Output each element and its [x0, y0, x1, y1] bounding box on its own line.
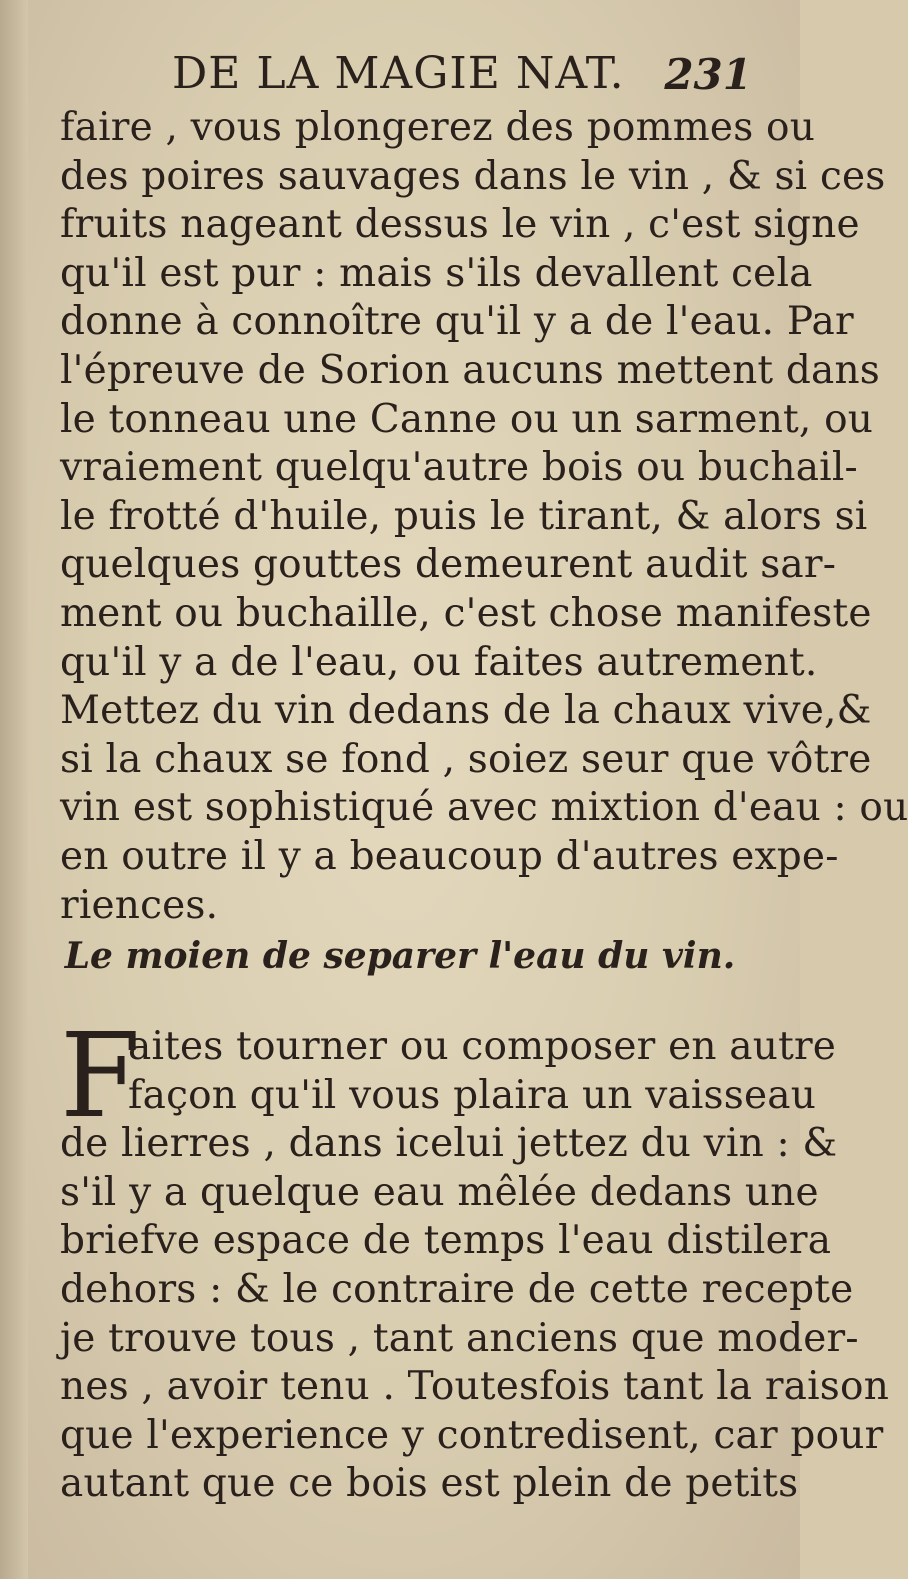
- paragraph-wine-tests: [60, 104, 908, 930]
- text-line: que l'experience y contredisent, car pour: [60, 1412, 884, 1458]
- text-line: le frotté d'huile, puis le tirant, & alors si: [60, 493, 868, 539]
- running-title: DE LA MAGIE NAT.: [172, 48, 625, 99]
- section-heading: Le moien de separer l'eau du vin.: [64, 935, 736, 977]
- text-line: vin est sophistiqué avec mixtion d'eau : ou: [60, 785, 908, 831]
- text-line: façon qu'il vous plaira un vaisseau: [128, 1072, 817, 1118]
- text-line: ment ou buchaille, c'est chose manifeste: [60, 590, 872, 636]
- text-line: briefve espace de temps l'eau distilera: [60, 1218, 832, 1264]
- text-line: faire , vous plongerez des pommes ou: [60, 105, 816, 150]
- text-line: de lierres , dans icelui jettez du vin : &: [60, 1121, 838, 1167]
- text-line: des poires sauvages dans le vin , & si ces: [60, 153, 886, 199]
- text-line: qu'il est pur : mais s'ils devallent cela: [60, 250, 813, 296]
- text-line: fruits nageant dessus le vin , c'est signe: [60, 202, 860, 248]
- page-gutter-shadow: [0, 0, 28, 1579]
- text-line: nes , avoir tenu . Toutesfois tant la raison: [60, 1364, 890, 1410]
- text-line: je trouve tous , tant anciens que moder-: [60, 1315, 859, 1361]
- text-line: riences.: [60, 882, 219, 928]
- text-line: dehors : & le contraire de cette recepte: [60, 1266, 854, 1312]
- text-line: donne à connoître qu'il y a de l'eau. Par: [60, 299, 854, 345]
- text-line: vraiement quelqu'autre bois ou buchail-: [60, 445, 858, 491]
- page-number: 231: [664, 50, 752, 99]
- drop-cap: F: [60, 1009, 141, 1144]
- text-line: l'épreuve de Sorion aucuns mettent dans: [60, 347, 881, 393]
- text-line: qu'il y a de l'eau, ou faites autrement.: [60, 639, 818, 685]
- text-line: autant que ce bois est plein de petits: [60, 1461, 799, 1507]
- text-line: aites tourner ou composer en autre: [128, 1024, 837, 1069]
- text-line: en outre il y a beaucoup d'autres expe-: [60, 833, 839, 879]
- text-line: quelques gouttes demeurent audit sar-: [60, 542, 837, 588]
- text-line: le tonneau une Canne ou un sarment, ou: [60, 396, 874, 442]
- text-line: Mettez du vin dedans de la chaux vive,&: [60, 688, 872, 734]
- text-line: s'il y a quelque eau mêlée dedans une: [60, 1169, 819, 1215]
- running-head: [172, 44, 752, 104]
- paragraph-separating-water: [60, 1009, 890, 1509]
- text-line: si la chaux se fond , soiez seur que vôtre: [60, 736, 872, 782]
